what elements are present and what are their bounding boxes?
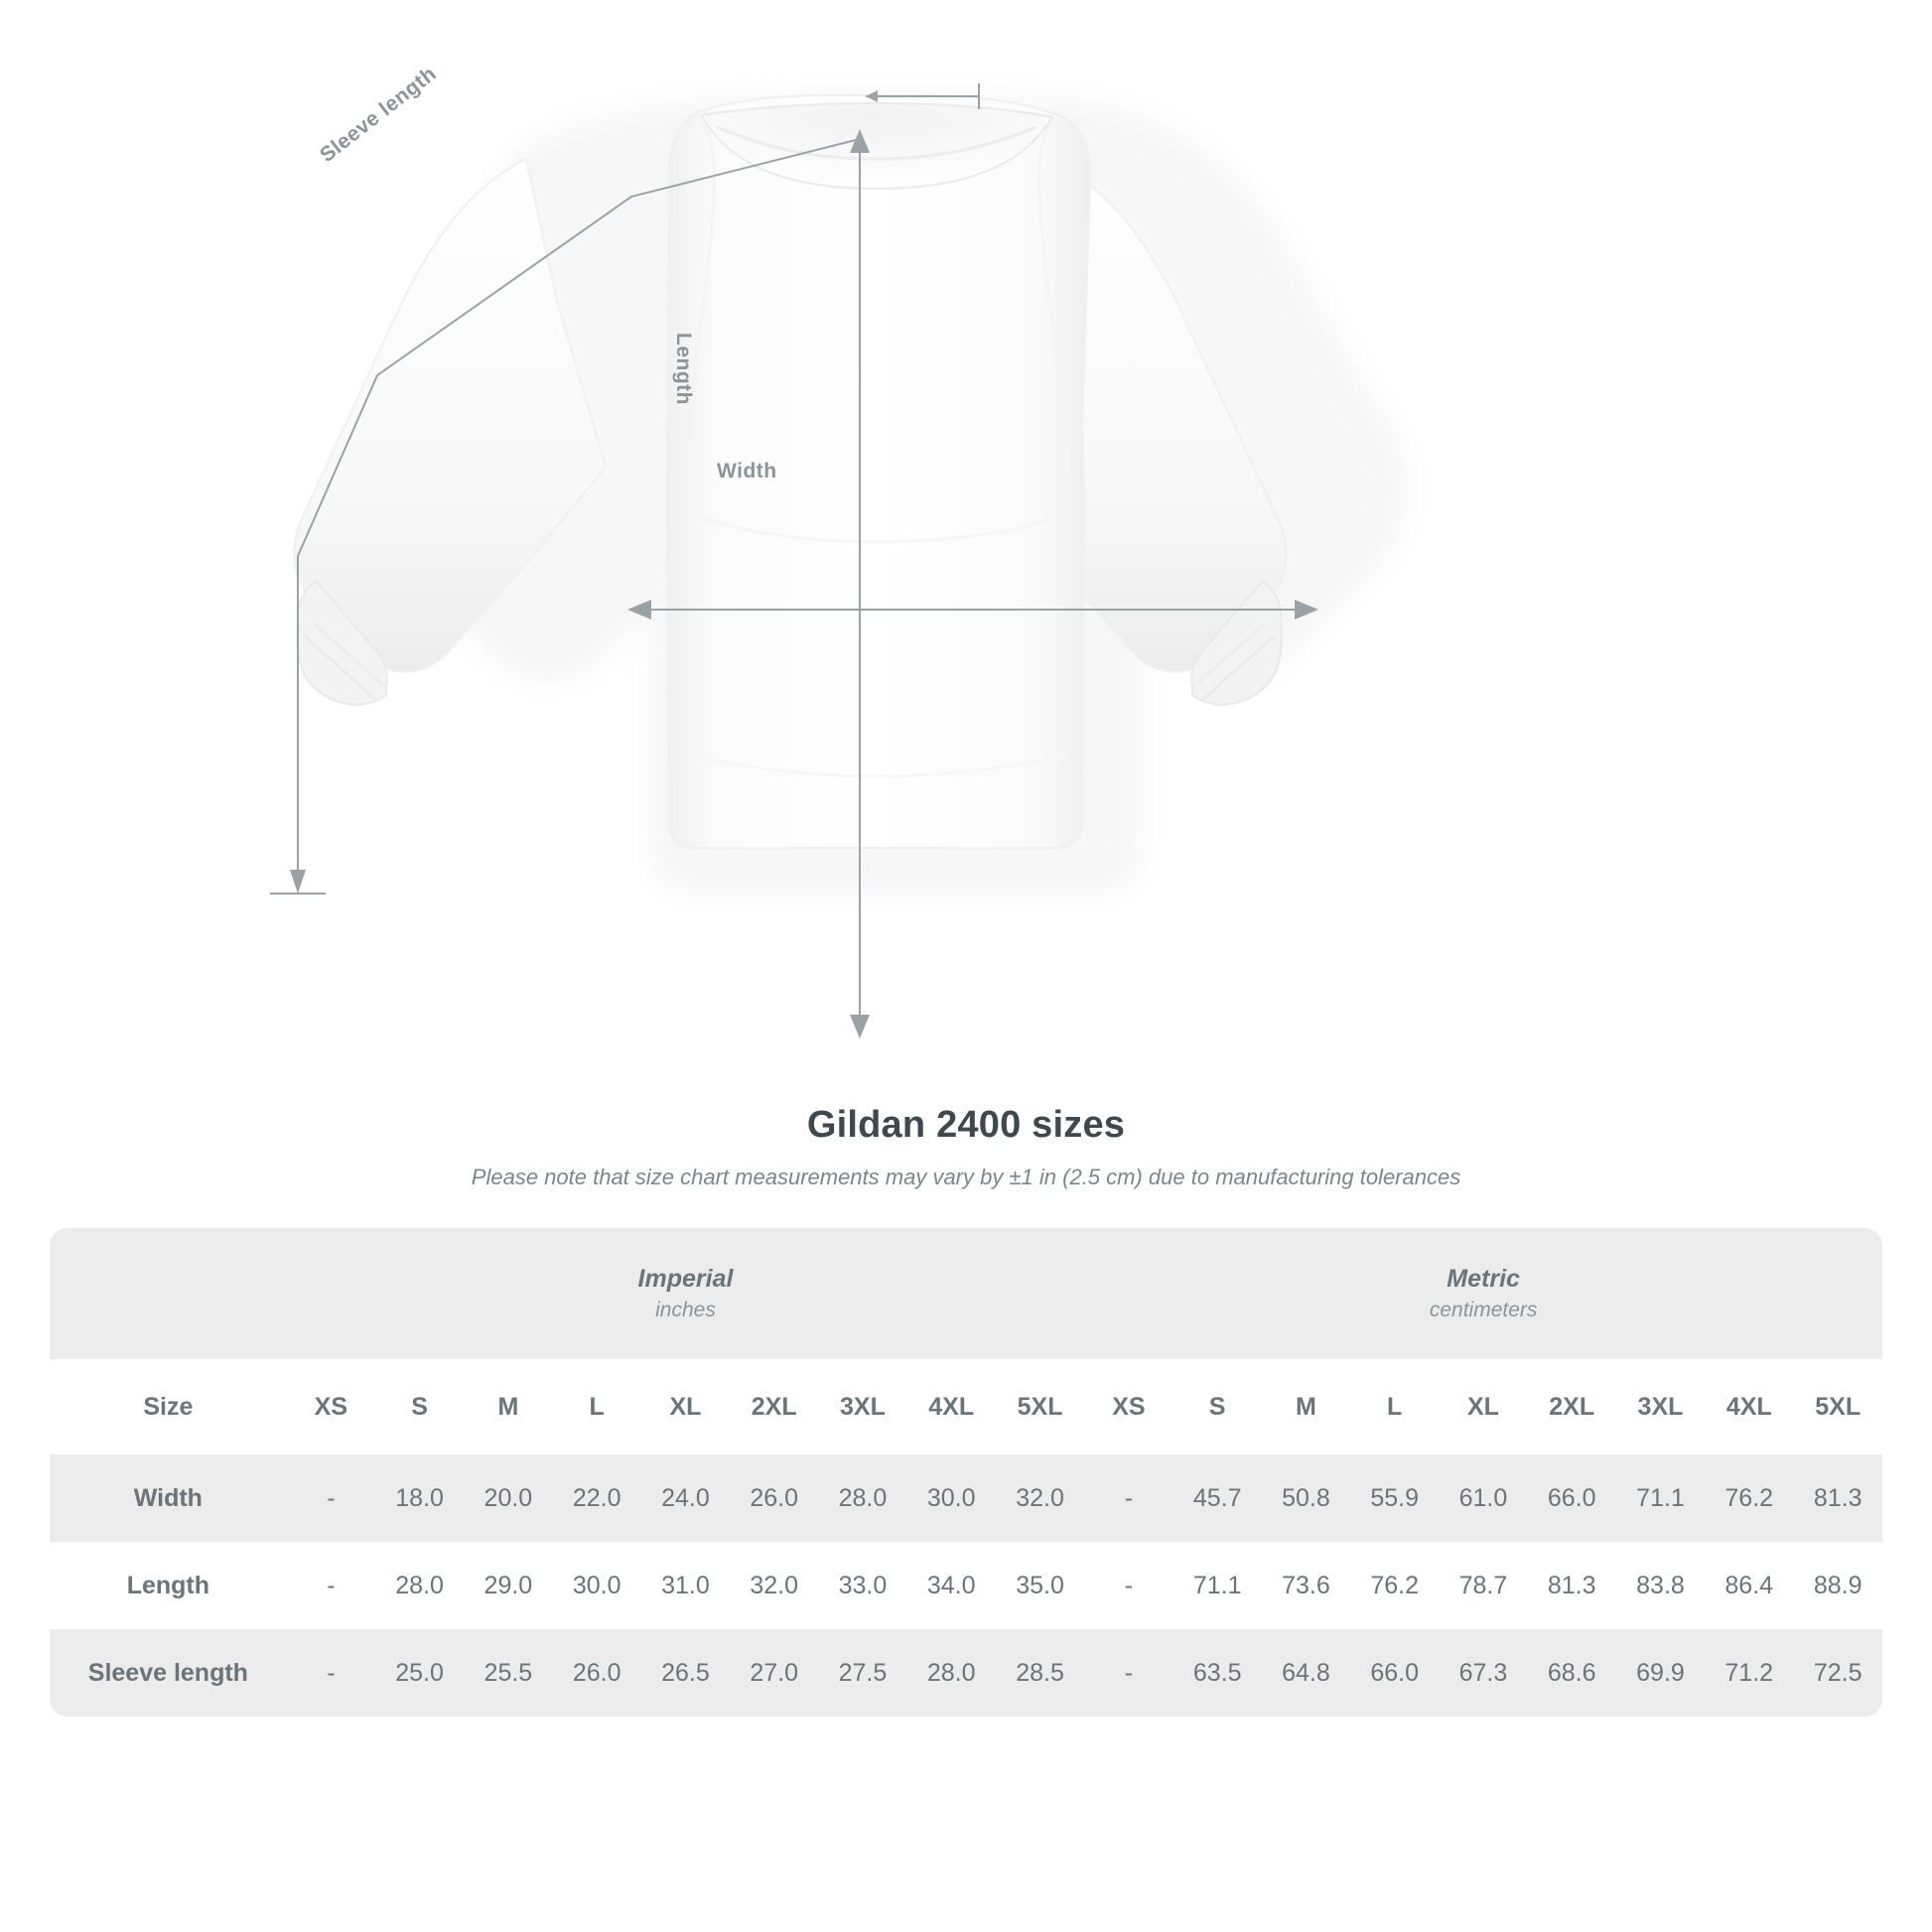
cell-width-metric-l: 55.9 <box>1350 1454 1439 1542</box>
cell-length-metric-l: 76.2 <box>1350 1542 1439 1629</box>
cell-width-metric-m: 50.8 <box>1262 1454 1350 1542</box>
page-subtitle: Please note that size chart measurements may vary by ±1 in (2.5 cm) due to manufacturing tolerances <box>471 1165 1461 1189</box>
cell-width-imperial-5xl: 32.0 <box>996 1454 1084 1542</box>
cell-length-imperial-xl: 31.0 <box>641 1542 730 1629</box>
cell-sleeve-metric-5xl: 72.5 <box>1793 1629 1882 1717</box>
size-table-container <box>50 1228 1882 1717</box>
header-imperial-l: L <box>553 1359 641 1454</box>
page-title: Gildan 2400 sizes <box>806 1104 1126 1146</box>
header-imperial-5xl: 5XL <box>996 1359 1084 1454</box>
cell-length-imperial-xs: - <box>287 1542 375 1629</box>
header-metric-3xl: 3XL <box>1616 1359 1705 1454</box>
cell-length-imperial-4xl: 34.0 <box>907 1542 996 1629</box>
unit-group-metric-name: Metric <box>1447 1264 1520 1293</box>
cell-width-metric-s: 45.7 <box>1173 1454 1262 1542</box>
header-metric-xs: XS <box>1084 1359 1173 1454</box>
cell-sleeve-metric-2xl: 68.6 <box>1528 1629 1616 1717</box>
unit-group-row <box>50 1228 1882 1359</box>
header-imperial-4xl: 4XL <box>907 1359 996 1454</box>
cell-sleeve-imperial-4xl: 28.0 <box>907 1629 996 1717</box>
header-size: Size <box>50 1359 287 1454</box>
cell-width-metric-5xl: 81.3 <box>1793 1454 1882 1542</box>
cell-width-imperial-4xl: 30.0 <box>907 1454 996 1542</box>
cell-sleeve-imperial-3xl: 27.5 <box>818 1629 906 1717</box>
table-row <box>50 1454 1882 1542</box>
cell-length-metric-2xl: 81.3 <box>1528 1542 1616 1629</box>
cell-length-metric-xs: - <box>1084 1542 1173 1629</box>
cell-sleeve-imperial-l: 26.0 <box>553 1629 641 1717</box>
sleeve-length-label: Sleeve length <box>316 62 441 168</box>
unit-group-imperial-sub: inches <box>655 1299 716 1322</box>
table-row <box>50 1542 1882 1629</box>
row-label-length: Length <box>50 1542 287 1629</box>
cell-length-imperial-l: 30.0 <box>553 1542 641 1629</box>
cell-length-imperial-5xl: 35.0 <box>996 1542 1084 1629</box>
cell-width-imperial-2xl: 26.0 <box>730 1454 818 1542</box>
size-table <box>50 1228 1882 1717</box>
cell-sleeve-metric-xl: 67.3 <box>1439 1629 1527 1717</box>
unit-group-metric <box>1084 1228 1882 1359</box>
cell-width-metric-4xl: 76.2 <box>1705 1454 1793 1542</box>
unit-group-metric-sub: centimeters <box>1429 1299 1538 1322</box>
cell-length-metric-4xl: 86.4 <box>1705 1542 1793 1629</box>
table-header-row <box>50 1359 1882 1454</box>
row-label-width: Width <box>50 1454 287 1542</box>
cell-sleeve-imperial-xl: 26.5 <box>641 1629 730 1717</box>
cell-sleeve-imperial-m: 25.5 <box>464 1629 552 1717</box>
cell-length-imperial-2xl: 32.0 <box>730 1542 818 1629</box>
unit-corner-cell <box>50 1228 287 1359</box>
width-label: Width <box>717 460 777 483</box>
cell-length-imperial-s: 28.0 <box>375 1542 464 1629</box>
cell-length-imperial-m: 29.0 <box>464 1542 552 1629</box>
cell-sleeve-imperial-s: 25.0 <box>375 1629 464 1717</box>
cell-sleeve-metric-m: 64.8 <box>1262 1629 1350 1717</box>
title-block <box>0 1104 1932 1190</box>
cell-width-metric-xs: - <box>1084 1454 1173 1542</box>
cell-sleeve-metric-3xl: 69.9 <box>1616 1629 1705 1717</box>
cell-length-metric-3xl: 83.8 <box>1616 1542 1705 1629</box>
cell-width-imperial-s: 18.0 <box>375 1454 464 1542</box>
unit-group-imperial-name: Imperial <box>637 1264 734 1293</box>
header-metric-m: M <box>1262 1359 1350 1454</box>
cell-width-imperial-l: 22.0 <box>553 1454 641 1542</box>
cell-length-metric-s: 71.1 <box>1173 1542 1262 1629</box>
header-metric-s: S <box>1173 1359 1262 1454</box>
cell-width-imperial-3xl: 28.0 <box>818 1454 906 1542</box>
cell-sleeve-imperial-xs: - <box>287 1629 375 1717</box>
table-row <box>50 1629 1882 1717</box>
length-label: Length <box>672 333 695 405</box>
cell-width-metric-2xl: 66.0 <box>1528 1454 1616 1542</box>
cell-sleeve-metric-s: 63.5 <box>1173 1629 1262 1717</box>
header-imperial-xl: XL <box>641 1359 730 1454</box>
cell-length-imperial-3xl: 33.0 <box>818 1542 906 1629</box>
cell-width-metric-xl: 61.0 <box>1439 1454 1527 1542</box>
cell-width-imperial-xl: 24.0 <box>641 1454 730 1542</box>
cell-width-metric-3xl: 71.1 <box>1616 1454 1705 1542</box>
cell-sleeve-metric-xs: - <box>1084 1629 1173 1717</box>
header-imperial-2xl: 2XL <box>730 1359 818 1454</box>
header-metric-5xl: 5XL <box>1793 1359 1882 1454</box>
cell-sleeve-metric-4xl: 71.2 <box>1705 1629 1793 1717</box>
cell-sleeve-imperial-2xl: 27.0 <box>730 1629 818 1717</box>
header-metric-xl: XL <box>1439 1359 1527 1454</box>
cell-length-metric-xl: 78.7 <box>1439 1542 1527 1629</box>
cell-width-imperial-xs: - <box>287 1454 375 1542</box>
header-metric-2xl: 2XL <box>1528 1359 1616 1454</box>
row-label-sleeve-length: Sleeve length <box>50 1629 287 1717</box>
header-metric-l: L <box>1350 1359 1439 1454</box>
cell-length-metric-5xl: 88.9 <box>1793 1542 1882 1629</box>
header-imperial-xs: XS <box>287 1359 375 1454</box>
cell-sleeve-metric-l: 66.0 <box>1350 1629 1439 1717</box>
header-imperial-3xl: 3XL <box>818 1359 906 1454</box>
cell-length-metric-m: 73.6 <box>1262 1542 1350 1629</box>
cell-sleeve-imperial-5xl: 28.5 <box>996 1629 1084 1717</box>
header-imperial-s: S <box>375 1359 464 1454</box>
header-metric-4xl: 4XL <box>1705 1359 1793 1454</box>
cell-width-imperial-m: 20.0 <box>464 1454 552 1542</box>
header-imperial-m: M <box>464 1359 552 1454</box>
unit-group-imperial <box>287 1228 1085 1359</box>
